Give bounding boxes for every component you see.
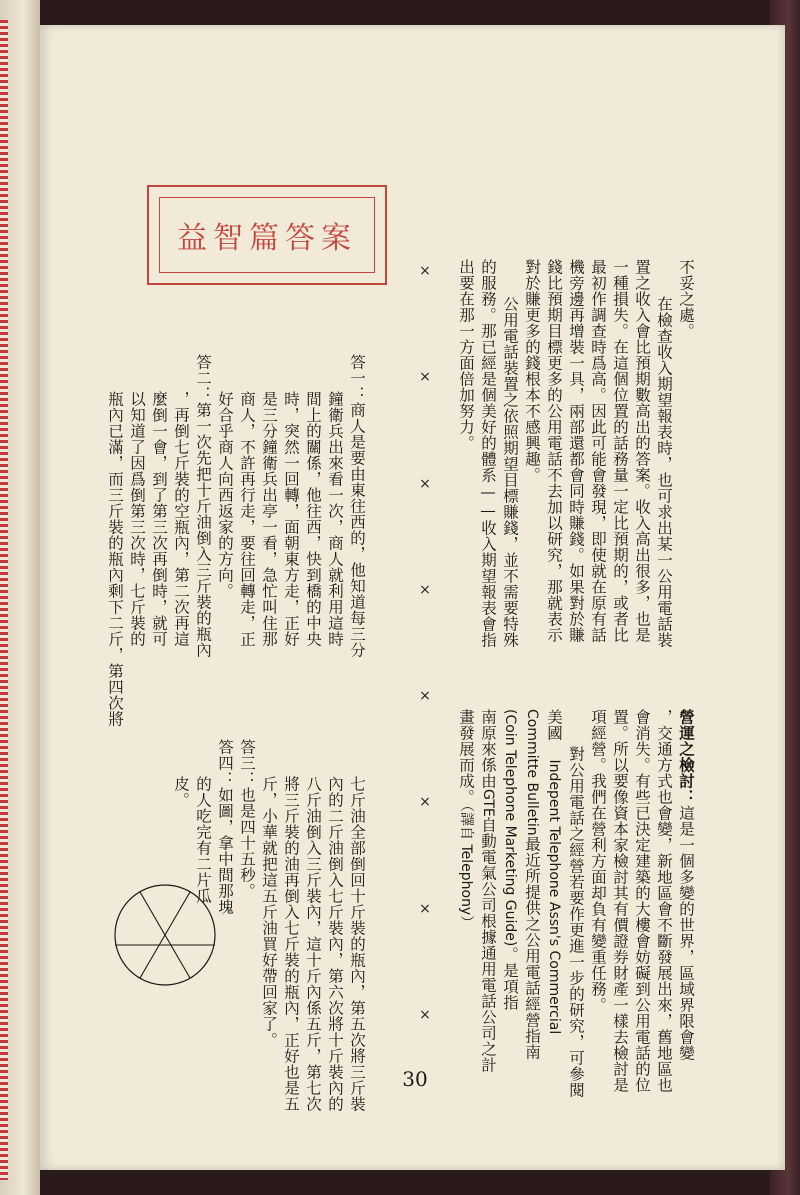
- text-line: 營運之檢討：這是一個多變的世界，區域界限會變: [677, 709, 696, 1061]
- separator-mark: ×: [419, 1006, 431, 1023]
- separator-marks: [410, 263, 440, 1023]
- separator-mark: ×: [419, 369, 431, 386]
- text-line: 置之收入會比預期數高出的答案。收入高出很多，也是: [633, 259, 651, 643]
- text-line: 以知道了因爲倒第三次時，七斤裝的: [128, 354, 146, 647]
- text-line: 對公用電話之經營若要作更進一步的研究，可參閱: [567, 709, 585, 1098]
- text-line: 項經營。我們在營利方面却負有變重任務。: [589, 709, 607, 1013]
- section-heading: 營運之檢討：: [677, 709, 696, 805]
- page-title: 益智篇答案: [177, 221, 357, 256]
- separator-mark: ×: [419, 263, 431, 279]
- answers-block-upper: [100, 280, 390, 727]
- title-box-inner: [159, 197, 375, 273]
- title-box: [147, 185, 387, 285]
- separator-mark: ×: [419, 900, 431, 917]
- text-line: Committe Bulletin最近所提供之公用電話經營指南: [523, 709, 541, 1060]
- text-line: 的服務。那已經是個美好的體系——收入期望報表會指: [479, 259, 497, 648]
- text-line: 置。所以要像資本家檢討其有價證券財產一樣去檢討是: [611, 709, 629, 1093]
- text-line: 一種損失。在這個位置的話務量一定比預期的，或者比: [611, 259, 629, 643]
- separator-mark: ×: [419, 794, 431, 811]
- separator-mark: ×: [419, 581, 431, 598]
- text-line: 機旁邊再增裝一具，兩部還都會同時賺錢。如果對於賺: [567, 259, 585, 643]
- text-line: 錢比預期目標更多的公用電話不去加以研究，那就表示: [545, 259, 563, 643]
- text-line: 斤，小華就把這五斤油買好帶回家了。: [260, 739, 278, 1048]
- text-line: 的人吃完有二片瓜: [194, 739, 212, 904]
- book-page: [40, 25, 785, 1170]
- text-line: 出要在那一方面倍加努力。: [457, 259, 475, 451]
- text-line: (Coin Telephone Marketing Guide)。是項指: [501, 709, 519, 1011]
- separator-mark: ×: [419, 688, 431, 705]
- text-line: 答四：如圖，拿中間那塊: [216, 739, 234, 915]
- binding-stitching: [0, 20, 8, 1180]
- text-line: 最初作調查時爲高。因此可能會發現，即使就在原有話: [589, 259, 607, 643]
- text-line: ，再倒七斤裝的空瓶內，第二次再這: [172, 354, 190, 647]
- text-line: 瓶內已滿，而三斤裝的瓶內剩下二斤，第四次將: [106, 354, 124, 727]
- text-block-upper-right: [457, 185, 719, 648]
- text-line: 鐘衛兵出來看一次，商人就利用這時: [326, 354, 344, 647]
- text-block-lower-right: [457, 635, 719, 1098]
- text-line: 間上的關係，他往西，快到橋的中央: [304, 354, 322, 647]
- text-line: 公用電話裝置之依照期望目標賺錢，並不需要特殊: [501, 259, 519, 648]
- text-line: 在檢查收入期望報表時，也可求出某一公用電話裝: [655, 259, 673, 648]
- text-line: 是三分鐘衛兵出亭一看，急忙叫住那: [260, 354, 278, 647]
- text-line: 時，突然一回轉，面朝東方走，正好: [282, 354, 300, 647]
- text-line: 內的二斤油倒入七斤裝內，第六次將十斤裝內的: [326, 739, 344, 1112]
- separator-mark: ×: [419, 475, 431, 492]
- melon-slice-diagram: [110, 880, 220, 990]
- text-line: 答三：也是四十五秒。: [238, 739, 256, 899]
- text-line: 好合乎商人向西返家的方向。: [216, 354, 234, 599]
- text-line: 麼倒一會，到了第三次再倒時，就可: [150, 354, 168, 647]
- text-line: 對於賺更多的錢根本不感興趣。: [523, 259, 541, 483]
- text-line: 答二：第一次先把十斤油倒入三斤裝的瓶內: [194, 354, 212, 658]
- text-line: 八斤油倒入三斤裝內，這十斤內係五斤，第七次: [304, 739, 322, 1112]
- text-line: 不妥之處。: [677, 259, 695, 339]
- text-line: 將三斤裝的油再倒入七斤裝的瓶內，正好也是五: [282, 739, 300, 1112]
- text-line: 美國 Indepent Telephone Assn's Commercial: [545, 709, 563, 1035]
- text-line: 商人，不許再行走，要往回轉走，正: [238, 354, 256, 647]
- text-line: 南原來係由GTE自動電氣公司根據通用電話公司之計: [479, 709, 497, 1073]
- text-line: 畫發展而成。（譯自 Telephony）: [457, 709, 475, 930]
- text-line: ，交通方式也會變，新地區會不斷發展出來，舊地區也: [655, 709, 673, 1093]
- text-line: 皮。: [172, 739, 190, 808]
- book-binding-left: [0, 0, 40, 1195]
- text-line: 會消失。有些已決定建築的大樓會妨礙到公用電話的位: [633, 709, 651, 1093]
- page-number: 30: [402, 1067, 428, 1091]
- text-line: 答一：商人是要由東往西的，他知道每三分: [348, 354, 366, 658]
- text-line: 七斤油全部倒回十斤裝的瓶內，第五次將三斤裝: [348, 739, 366, 1112]
